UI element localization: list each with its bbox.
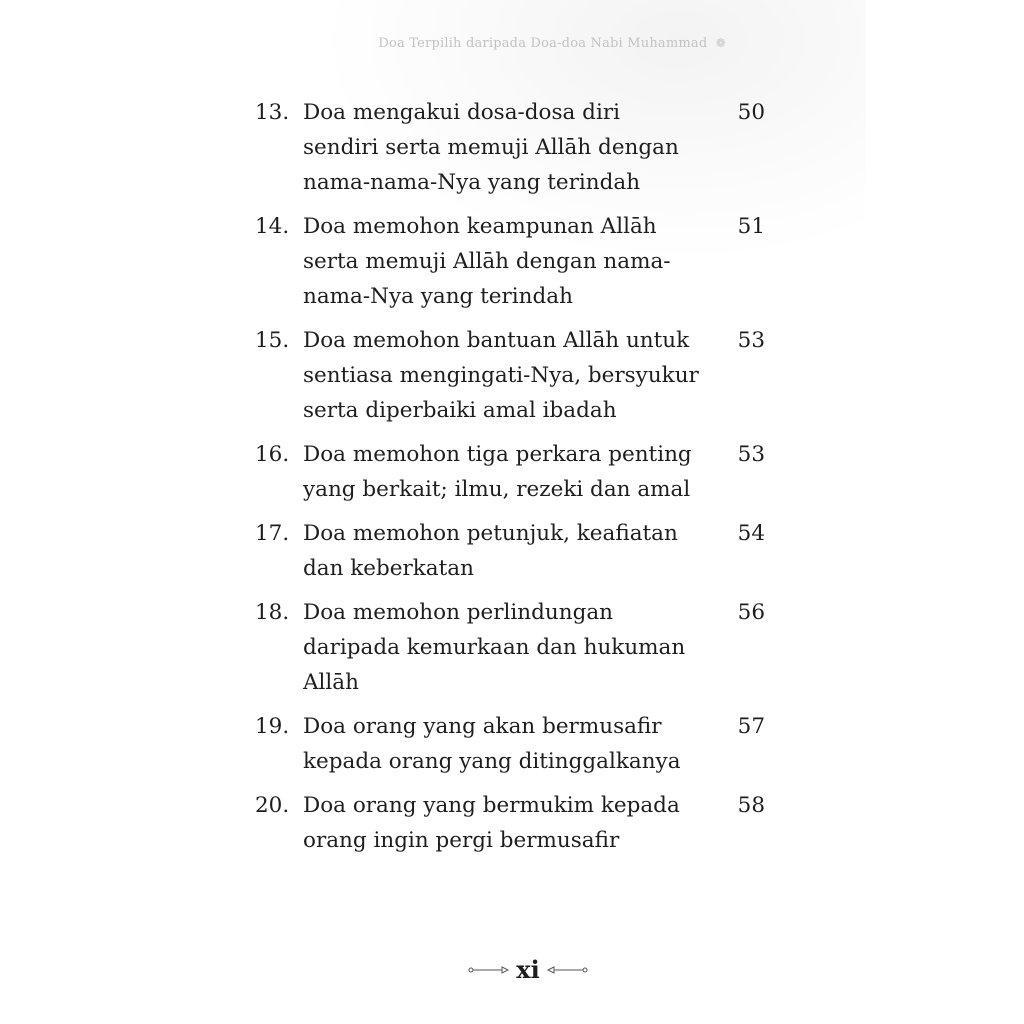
toc-entry-18: [255, 595, 775, 700]
toc-entry-page: 53: [737, 328, 765, 353]
toc-entry-number: 16.: [255, 442, 290, 467]
toc-entry-number: 15.: [255, 328, 290, 353]
toc-entry-13: [255, 95, 775, 200]
toc-entry-title: Doa memohon bantuan Allāh untuk sentiasa mengingati-Nya, bersyukur serta diperbaiki amal ibadah: [303, 328, 699, 423]
toc-entry-14: [255, 209, 775, 314]
toc-entry-17: [255, 516, 775, 586]
toc-entry-page: 51: [737, 214, 765, 239]
toc-entry-title: Doa memohon petunjuk, keafiatan dan keberkatan: [303, 521, 678, 581]
toc-entry-19: [255, 709, 775, 779]
toc-entry-page: 53: [737, 442, 765, 467]
toc-entry-number: 17.: [255, 521, 290, 546]
toc-entry-title: Doa mengakui dosa-dosa diri sendiri serta memuji Allāh dengan nama-nama-Nya yang terindah: [303, 100, 679, 195]
toc-entry-page: 50: [737, 100, 765, 125]
toc-entry-number: 20.: [255, 793, 290, 818]
toc-entry-title: Doa orang yang akan bermusafir kepada orang yang ditinggalkanya: [303, 714, 681, 774]
right-ornament-rule-icon: [546, 964, 588, 976]
toc-entry-15: [255, 323, 775, 428]
toc-entry-16: [255, 437, 775, 507]
toc-entry-20: [255, 788, 775, 858]
left-ornament-rule-icon: [468, 964, 510, 976]
toc-entry-page: 57: [737, 714, 765, 739]
toc-entry-number: 14.: [255, 214, 290, 239]
page-footer: [453, 952, 603, 988]
running-title: Doa Terpilih daripada Doa-doa Nabi Muhammad: [378, 36, 708, 51]
toc-entry-title: Doa memohon keampunan Allāh serta memuji Allāh dengan nama- nama-Nya yang terindah: [303, 214, 671, 309]
toc-entry-page: 58: [737, 793, 765, 818]
flower-ornament-icon: ❁: [715, 36, 726, 50]
page-number: xi: [516, 955, 540, 984]
toc-entry-page: 54: [737, 521, 765, 546]
book-page: [158, 0, 866, 1024]
toc-entry-number: 19.: [255, 714, 290, 739]
toc-entry-title: Doa memohon perlindungan daripada kemurkaan dan hukuman Allāh: [303, 600, 686, 695]
toc-entry-number: 13.: [255, 100, 290, 125]
table-of-contents: [255, 95, 775, 867]
toc-entry-title: Doa memohon tiga perkara penting yang berkait; ilmu, rezeki dan amal: [303, 442, 692, 502]
toc-entry-number: 18.: [255, 600, 290, 625]
toc-entry-page: 56: [737, 600, 765, 625]
running-header: [378, 36, 726, 51]
toc-entry-title: Doa orang yang bermukim kepada orang ingin pergi bermusafir: [303, 793, 680, 853]
